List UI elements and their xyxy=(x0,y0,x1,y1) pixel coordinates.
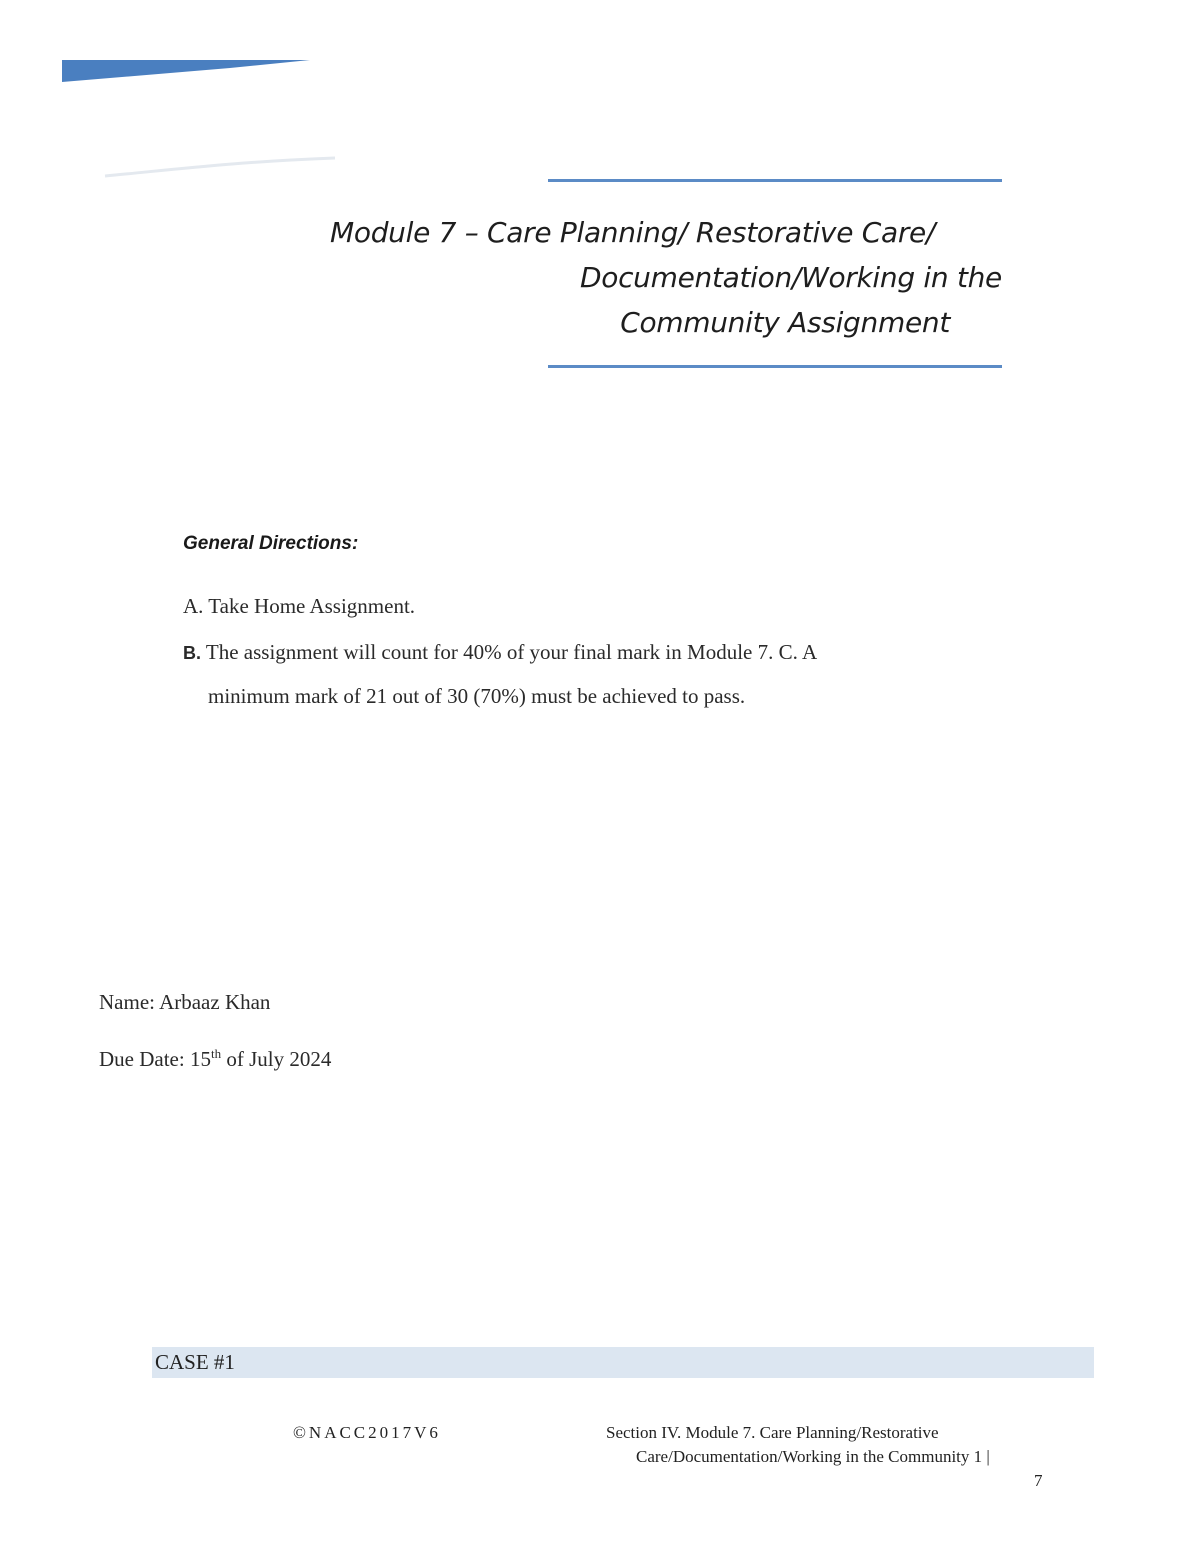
item-a-marker: A. xyxy=(183,594,204,618)
name-value: Arbaaz Khan xyxy=(159,990,271,1014)
item-a-text: Take Home Assignment. xyxy=(208,594,416,618)
directions-item-a xyxy=(183,594,415,619)
due-suffix: th xyxy=(210,1046,222,1061)
footer-page-number: 7 xyxy=(1034,1471,1043,1490)
title-bottom-rule xyxy=(548,365,1002,368)
case-label: CASE #1 xyxy=(155,1350,235,1374)
title-line-3: Community Assignment xyxy=(620,306,950,339)
footer-section-line-2: Care/Documentation/Working in the Community 1 | xyxy=(636,1447,990,1466)
directions-item-b xyxy=(183,640,817,665)
footer-section-line-1: Section IV. Module 7. Care Planning/Restorative xyxy=(606,1423,939,1442)
logo-swoosh xyxy=(105,158,335,176)
case-bar xyxy=(152,1347,1094,1378)
title-top-rule xyxy=(548,179,1002,182)
logo-blue-wedge xyxy=(62,60,310,82)
student-name xyxy=(99,990,270,1015)
due-rest: of July 2024 xyxy=(226,1047,332,1071)
directions-item-b-continuation: minimum mark of 21 out of 30 (70%) must be achieved to pass. xyxy=(208,684,746,708)
due-date xyxy=(99,1046,331,1072)
due-label: Due Date: xyxy=(99,1047,185,1071)
title-line-1: Module 7 – Care Planning/ Restorative Care/ xyxy=(330,216,936,249)
logo-graphic xyxy=(0,0,360,190)
name-label: Name: xyxy=(99,990,155,1014)
title-line-2: Documentation/Working in the xyxy=(579,261,1002,294)
item-b-text: The assignment will count for 40% of your final mark in Module 7. C. A xyxy=(205,640,818,664)
due-day: 15 xyxy=(189,1047,211,1071)
directions-heading: General Directions: xyxy=(183,533,359,554)
item-b-marker: B. xyxy=(183,643,201,663)
page-title xyxy=(320,210,1002,345)
footer-copyright: ©NACC2017V6 xyxy=(293,1423,441,1442)
